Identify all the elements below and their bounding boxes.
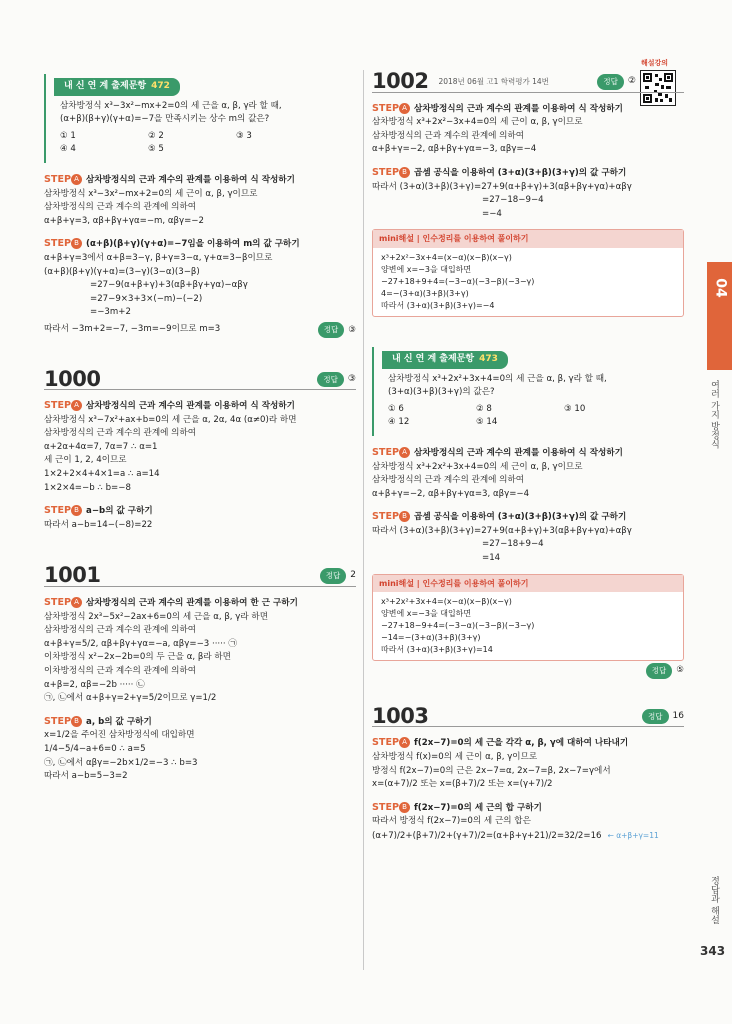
step-title: 삼차방정식의 근과 계수의 관계를 이용하여 식 작성하기: [414, 103, 623, 114]
answer-value: ③: [348, 324, 356, 335]
step-title: 삼차방정식의 근과 계수의 관계를 이용하여 식 작성하기: [86, 174, 295, 185]
problem-1001-header: [44, 563, 356, 588]
answer-choices: [382, 403, 684, 430]
answer-choices: [54, 130, 356, 157]
exam-problem-title: 내 신 연 계 출제문항 472: [54, 78, 180, 96]
column-divider: [363, 70, 364, 970]
answer-badge: 정답: [597, 74, 624, 90]
margin-note: ← α+β+γ=11: [607, 831, 659, 840]
mini-label: mini해설: [379, 578, 414, 588]
problem-number: 1003: [372, 703, 429, 728]
step-b: STEP B 곱셈 공식을 이용하여 (3+α)(3+β)(3+γ)의 값 구하기 따라서 (3+α)(3+β)(3+γ)=27+9(α+β+γ)+3(αβ+βγ+γα)+αβγ =27−18+9−4 =14: [372, 511, 632, 564]
problem-number: 1002: [372, 69, 429, 93]
step-a: STEP A 삼차방정식의 근과 계수의 관계를 이용하여 식 작성하기 삼차방정식 x³+2x²−3x+4=0의 세 근이 α, β, γ이므로 삼차방정식의 근과 계수의 관계에 의하여 α+β+γ=−2, αβ+βγ+γα=−3, αβγ=−4: [372, 102, 623, 155]
choice[interactable]: ③ 10: [564, 403, 586, 414]
mini-title: 인수정리를 이용하여 풀이하기: [422, 234, 529, 244]
choice[interactable]: ⑤ 5: [148, 144, 164, 155]
problem-number: 1001: [44, 563, 101, 588]
choice[interactable]: ② 8: [476, 403, 492, 414]
answer-section-label: 정답과 해설: [709, 876, 719, 924]
exam-problem-473: [372, 347, 684, 436]
choice[interactable]: ① 1: [60, 130, 76, 141]
choice[interactable]: ④ 4: [60, 144, 76, 155]
question-text: 삼차방정식 x³−3x²−mx+2=0의 세 근을 α, β, γ라 할 때, (α+β)(β+γ)(γ+α)=−7을 만족시키는 상수 m의 값은?: [60, 100, 282, 125]
answer-value: ⑤: [676, 665, 684, 676]
mini-label: mini해설: [379, 234, 414, 244]
problem-1002-header: [372, 69, 684, 93]
exam-problem-472: [44, 74, 356, 163]
choice[interactable]: ② 2: [148, 130, 164, 141]
problem-1003-header: [372, 703, 684, 728]
step-a: STEP A f(2x−7)=0의 세 근을 각각 α, β, γ에 대하여 나타내기 삼차방정식 f(x)=0의 세 근이 α, β, γ이므로 방정식 f(2x−7)=0의 근은 2x−7=α, 2x−7=β, 2x−7=γ에서 x=(α+7)/2 또는 x=(β+7)/2 또는 x=(γ+7)/2: [372, 737, 629, 790]
step-title: 삼차방정식의 근과 계수의 관계를 이용하여 식 작성하기: [86, 401, 295, 412]
chapter-tab[interactable]: 04: [707, 262, 732, 370]
choice[interactable]: ⑤ 14: [476, 417, 498, 428]
mini-solution-box: mini해설 | 인수정리를 이용하여 풀이하기 x³+2x²+3x+4=(x−α)(x−β)(x−γ) 양변에 x=−3을 대입하면 −27+18−9+4=(−3−α)(−3−β)(−3−γ) −14=−(3+α)(3+β)(3+γ) 따라서 (3+α)(3+β)(3+γ)=14: [372, 574, 684, 662]
step-title: 곱셈 공식을 이용하여 (3+α)(3+β)(3+γ)의 값 구하기: [414, 512, 627, 523]
step-a: STEP A 삼차방정식의 근과 계수의 관계를 이용하여 식 작성하기 삼차방정식 x³−3x²−mx+2=0의 세 근이 α, β, γ이므로 삼차방정식의 근과 계수의 관계에 의하여 α+β+γ=3, αβ+βγ+γα=−m, αβγ=−2: [44, 173, 295, 226]
step-b: STEP B a, b의 값 구하기 x=1/2을 주어진 삼차방정식에 대입하면 1/4−5/4−a+6=0 ∴ a=5 ㉠, ㉡에서 αβγ=−2b×1/2=−3 ∴ b=3 따라서 a−b=5−3=2: [44, 715, 198, 782]
step-title: a−b의 값 구하기: [86, 506, 153, 517]
step-title: 곱셈 공식을 이용하여 (3+α)(3+β)(3+γ)의 값 구하기: [414, 167, 627, 178]
question-text: 삼차방정식 x³+2x²+3x+4=0의 세 근을 α, β, γ라 할 때, (3+α)(3+β)(3+γ)의 값은?: [388, 373, 607, 398]
mini-solution-box: mini해설 | 인수정리를 이용하여 풀이하기 x³+2x²−3x+4=(x−α)(x−β)(x−γ) 양변에 x=−3을 대입하면 −27+18+9+4=(−3−α)(−3−β)(−3−γ) 4=−(3+α)(3+β)(3+γ) 따라서 (3+α)(3+β)(3+γ)=−4: [372, 229, 684, 317]
answer-badge: 정답: [317, 372, 344, 388]
problem-1000-header: [44, 366, 356, 391]
choice[interactable]: ④ 12: [388, 417, 410, 428]
step-title: f(2x−7)=0의 세 근을 각각 α, β, γ에 대하여 나타내기: [414, 738, 629, 749]
step-a: STEP A 삼차방정식의 근과 계수의 관계를 이용하여 식 작성하기 삼차방정식 x³+2x²+3x+4=0의 세 근이 α, β, γ이므로 삼차방정식의 근과 계수의 관계에 의하여 α+β+γ=−2, αβ+βγ+γα=3, αβγ=−4: [372, 446, 623, 499]
answer-badge: 정답: [318, 322, 345, 338]
answer-row: [372, 663, 684, 679]
answer-value: ③: [347, 373, 356, 384]
answer-badge: 정답: [642, 709, 669, 725]
answer-value: ②: [627, 76, 636, 86]
problem-number: 1000: [44, 366, 101, 391]
step-a: STEP A 삼차방정식의 근과 계수의 관계를 이용하여 식 작성하기 삼차방정식 x³−7x²+ax+b=0의 세 근을 α, 2α, 4α (α≠0)라 하면 삼차방정식의 근과 계수의 관계에 의하여 α+2α+4α=7, 7α=7 ∴ α=1 세 근이 1, 2, 4이므로 1×2+2×4+4×1=a ∴ a=14 1×2×4=−b ∴ b=−8: [44, 400, 297, 493]
page-number: 343: [700, 944, 726, 958]
step-a: STEP A 삼차방정식의 근과 계수의 관계를 이용하여 한 근 구하기 삼차방정식 2x³−5x²−2ax+6=0의 세 근을 α, β, γ라 하면 삼차방정식의 근과 계수의 관계에 의하여 α+β+γ=5/2, αβ+βγ+γα=−a, αβγ=−3 ····· ㉠ 이차방정식 x²−2x−2b=0의 두 근을 α, β라 하면 이차방정식의 근과 계수의 관계에 의하여 α+β=2, αβ=−2b ····· ㉡ ㉠, ㉡에서 α+β+γ=2+γ=5/2이므로 γ=1/2: [44, 597, 298, 704]
step-title: a, b의 값 구하기: [86, 716, 152, 727]
step-title: f(2x−7)=0의 세 근의 합 구하기: [414, 802, 542, 813]
step-title: 삼차방정식의 근과 계수의 관계를 이용하여 한 근 구하기: [86, 598, 298, 609]
choice[interactable]: ① 6: [388, 403, 404, 414]
exam-problem-title: 내 신 연 계 출제문항 473: [382, 351, 508, 369]
step-b: STEP B f(2x−7)=0의 세 근의 합 구하기 따라서 방정식 f(2x−7)=0의 세 근의 합은 (α+7)/2+(β+7)/2+(γ+7)/2=(α+β+γ+21)/2=32/2=16 ← α+β+γ=11: [372, 801, 659, 841]
answer-badge: 정답: [320, 568, 347, 584]
step-b: STEP B a−b의 값 구하기 따라서 a−b=14−(−8)=22: [44, 505, 153, 530]
step-title: 삼차방정식의 근과 계수의 관계를 이용하여 식 작성하기: [414, 447, 623, 458]
step-b: STEP B 곱셈 공식을 이용하여 (3+α)(3+β)(3+γ)의 값 구하기 따라서 (3+α)(3+β)(3+γ)=27+9(α+β+γ)+3(αβ+βγ+γα)+αβγ =27−18−9−4 =−4: [372, 166, 632, 219]
step-b: STEP B (α+β)(β+γ)(γ+α)=−7임을 이용하여 m의 값 구하기 α+β+γ=3에서 α+β=3−γ, β+γ=3−α, γ+α=3−β이므로 (α+β)(β+γ)(γ+α)=(3−γ)(3−α)(3−β) =27−9(α+β+γ)+3(αβ+βγ+γα)−αβγ =27−9×3+3×(−m)−(−2) =−3m+2 따라서 −3m+2=−7, −3m=−9이므로 m=3 정답 ③: [44, 237, 356, 337]
choice[interactable]: ③ 3: [236, 130, 252, 141]
qr-label: 해설강의: [641, 59, 669, 67]
answer-value: 2: [350, 570, 356, 581]
step-title: (α+β)(β+γ)(γ+α)=−7임을 이용하여 m의 값 구하기: [86, 239, 300, 250]
answer-value: 16: [672, 710, 684, 721]
answer-badge: 정답: [646, 663, 673, 679]
left-column: [44, 74, 356, 784]
problem-source: 2018년 06월 고1 학력평가 14번: [438, 77, 549, 86]
right-column: [372, 69, 684, 844]
mini-title: 인수정리를 이용하여 풀이하기: [422, 578, 529, 588]
chapter-topic: 여러 가지 방정식: [709, 380, 719, 449]
